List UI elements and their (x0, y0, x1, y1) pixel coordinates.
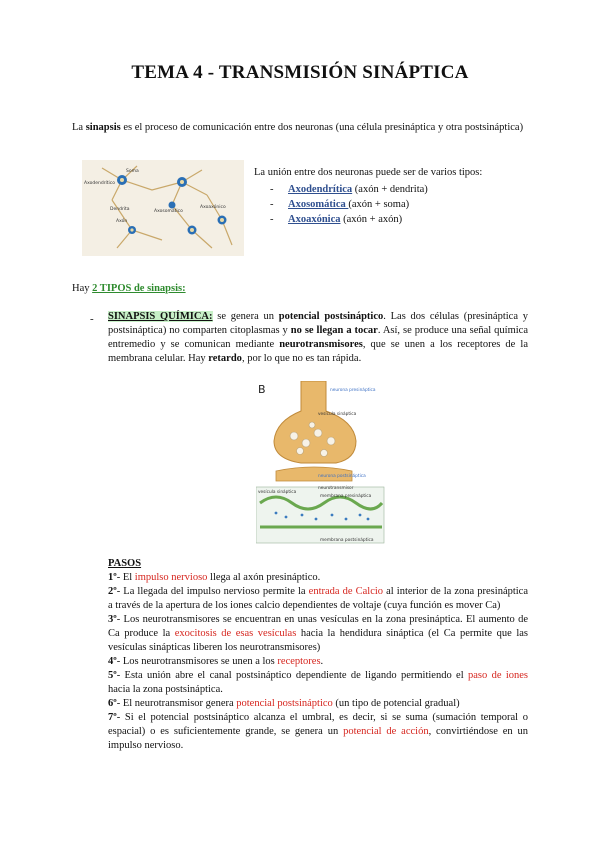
pasos-section (108, 557, 528, 753)
intro-paragraph: La sinapsis es el proceso de comunicación entre dos neuronas (una célula presináptica y otra postsináptica) (72, 122, 524, 133)
fig-label-neurona-postsinaptica: neurona postsináptica (318, 474, 366, 479)
fig-label-neurona-presinaptica: neurona presináptica (330, 388, 376, 393)
fig-label-axosomatico: Axosomático (154, 209, 183, 214)
type-axodendritica: - Axodendrítica (axón + dendrita) (254, 182, 554, 197)
fig-label-axoaxonico: Axoaxónico (200, 205, 226, 210)
chemical-synapse-figure (256, 381, 386, 549)
step-2: 2º- La llegada del impulso nervioso permite la entrada de Calcio al interior de la zona presináptica a través de la apertura de los iones calcio dependientes de voltaje (cuya función es mover Ca) (108, 586, 529, 611)
hay-tipos-line: Hay 2 TIPOS de sinapsis: (72, 283, 186, 294)
step-3: 3º- Los neurotransmisores se encuentran en unas vesículas en la zona presináptica. El aumento de Ca produce la exocitosis de esas vesículas hacia la hendidura sináptica (el Ca permite que las vesículas sinápticas liberen los neurotransmisores) (108, 614, 528, 653)
fig-letter-b: B (258, 383, 266, 396)
tipos-sinapsis-heading: 2 TIPOS de sinapsis: (92, 283, 186, 294)
fig-label-soma: Soma (126, 169, 139, 174)
fig-label-vesicula-sinaptica-2: vesícula sináptica (258, 490, 297, 495)
sinapsis-term: sinapsis (85, 122, 121, 133)
type-axoaxonica: - Axoaxónica (axón + axón) (254, 212, 554, 227)
list-dash: - (90, 313, 94, 325)
fig-label-membrana-postsinaptica: membrana postsináptica (320, 538, 374, 543)
neuron-connections-figure (82, 160, 244, 256)
fig-label-membrana-presinaptica: membrana presináptica (320, 494, 372, 499)
fig-label-vesicula-sinaptica: vesícula sináptica (318, 412, 357, 417)
type-axosomatica: - Axosomática (axón + soma) (254, 197, 554, 212)
fig-label-axodendritico: Axodendrítico (84, 181, 116, 186)
step-4: 4º- Los neurotransmisores se unen a los receptores. (108, 656, 324, 667)
step-7: 7º- Si el potencial postsináptico alcanza el umbral, es decir, si se suma (sumación temporal o espacial) o es suficientemente grande, se genera un potencial de acción, convirtiéndose en un impulso nervioso. (108, 712, 529, 751)
step-5: 5º- Esta unión abre el canal postsináptico dependiente de ligando permitiendo el paso de iones hacia la zona postsináptica. (108, 670, 528, 695)
union-types: La unión entre dos neuronas puede ser de varios tipos: - Axodendrítica (axón + dendrita) - Axosomática (axón + soma) - Axoaxónica (axón + axón) (254, 166, 554, 227)
fig-label-dendrita: Dendrita (110, 207, 130, 212)
page-title: TEMA 4 - TRANSMISIÓN SINÁPTICA (131, 62, 469, 83)
sinapsis-quimica-paragraph: SINAPSIS QUÍMICA: se genera un potencial postsináptico. Las dos células (presináptica y postsináptica) no comparten citoplasmas y no se llegan a tocar. Así, se produce una señal química entremedio y se comunican mediante neurotransmisores, que se unen a los receptores de la membrana celular. Hay retardo, por lo que no es tan rápida. (108, 311, 528, 364)
fig-label-axon: Axón (116, 219, 128, 224)
fig-label-neurotransmisor: neurotransmisor (318, 486, 354, 491)
step-6: 6º- El neurotransmisor genera potencial postsináptico (un tipo de potencial gradual) (108, 698, 460, 709)
pasos-title: PASOS (108, 558, 142, 569)
step-1: 1º- El impulso nervioso llega al axón presináptico. (108, 572, 321, 583)
sinapsis-quimica-label: SINAPSIS QUÍMICA: (108, 311, 213, 322)
